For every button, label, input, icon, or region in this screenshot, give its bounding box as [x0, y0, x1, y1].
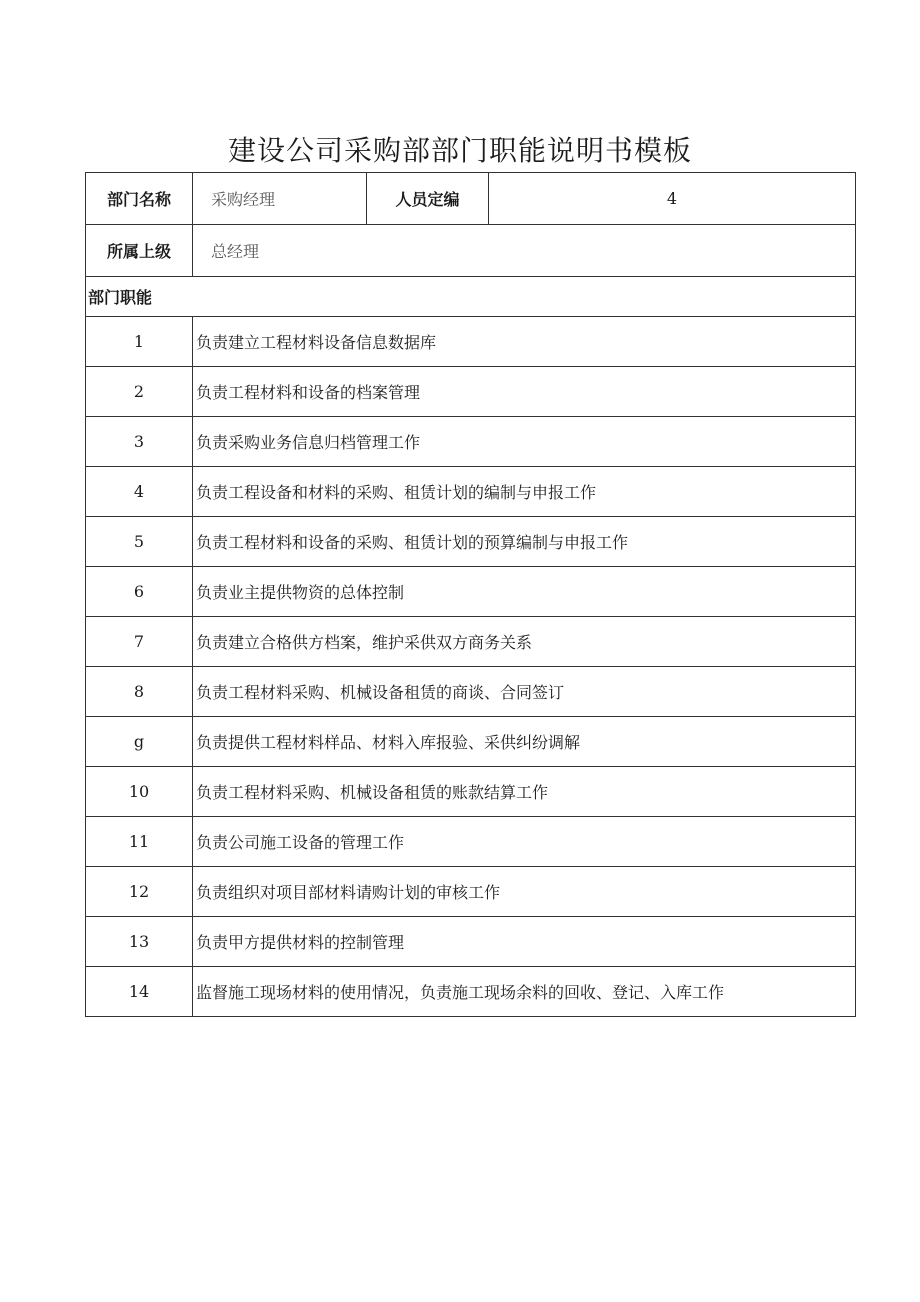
- superior-label: 所属上级: [86, 225, 193, 277]
- function-number: 4: [86, 467, 193, 517]
- function-description: 负责工程材料和设备的档案管理: [193, 367, 856, 417]
- header-row-dept: [86, 173, 856, 225]
- function-number: 6: [86, 567, 193, 617]
- function-number: 13: [86, 917, 193, 967]
- function-row: [86, 717, 856, 767]
- function-row: [86, 417, 856, 467]
- function-description: 负责甲方提供材料的控制管理: [193, 917, 856, 967]
- dept-name-label: 部门名称: [86, 173, 193, 225]
- function-number: g: [86, 717, 193, 767]
- function-description: 负责工程材料采购、机械设备租赁的账款结算工作: [193, 767, 856, 817]
- function-row: [86, 767, 856, 817]
- function-row: [86, 367, 856, 417]
- header-row-superior: [86, 225, 856, 277]
- function-row: [86, 817, 856, 867]
- function-table: [85, 172, 856, 1017]
- function-row: [86, 867, 856, 917]
- function-row: [86, 517, 856, 567]
- function-number: 11: [86, 817, 193, 867]
- function-number: 3: [86, 417, 193, 467]
- function-number: 8: [86, 667, 193, 717]
- dept-name-value: 采购经理: [193, 173, 367, 225]
- function-number: 10: [86, 767, 193, 817]
- function-row: [86, 567, 856, 617]
- function-description: 负责采购业务信息归档管理工作: [193, 417, 856, 467]
- function-number: 1: [86, 317, 193, 367]
- function-description: 负责工程设备和材料的采购、租赁计划的编制与申报工作: [193, 467, 856, 517]
- function-row: [86, 467, 856, 517]
- function-row: [86, 617, 856, 667]
- function-description: 负责业主提供物资的总体控制: [193, 567, 856, 617]
- function-description: 负责公司施工设备的管理工作: [193, 817, 856, 867]
- function-number: 2: [86, 367, 193, 417]
- superior-value: 总经理: [193, 225, 856, 277]
- function-number: 7: [86, 617, 193, 667]
- page-title: 建设公司采购部部门职能说明书模板: [227, 133, 692, 167]
- functions-section-label: 部门职能: [86, 277, 856, 317]
- staff-quota-value: 4: [489, 173, 856, 225]
- function-row: [86, 667, 856, 717]
- function-row: [86, 317, 856, 367]
- function-row: [86, 917, 856, 967]
- function-description: 负责工程材料和设备的采购、租赁计划的预算编制与申报工作: [193, 517, 856, 567]
- functions-section-row: [86, 277, 856, 317]
- function-number: 12: [86, 867, 193, 917]
- function-description: 负责建立合格供方档案，维护采供双方商务关系: [193, 617, 856, 667]
- function-description: 负责组织对项目部材料请购计划的审核工作: [193, 867, 856, 917]
- function-description: 负责建立工程材料设备信息数据库: [193, 317, 856, 367]
- function-description: 监督施工现场材料的使用情况，负责施工现场余料的回收、登记、入库工作: [193, 967, 856, 1017]
- function-number: 5: [86, 517, 193, 567]
- function-row: [86, 967, 856, 1017]
- function-description: 负责提供工程材料样品、材料入库报验、采供纠纷调解: [193, 717, 856, 767]
- function-number: 14: [86, 967, 193, 1017]
- function-description: 负责工程材料采购、机械设备租赁的商谈、合同签订: [193, 667, 856, 717]
- staff-quota-label: 人员定编: [367, 173, 489, 225]
- functions-list: [86, 317, 856, 1017]
